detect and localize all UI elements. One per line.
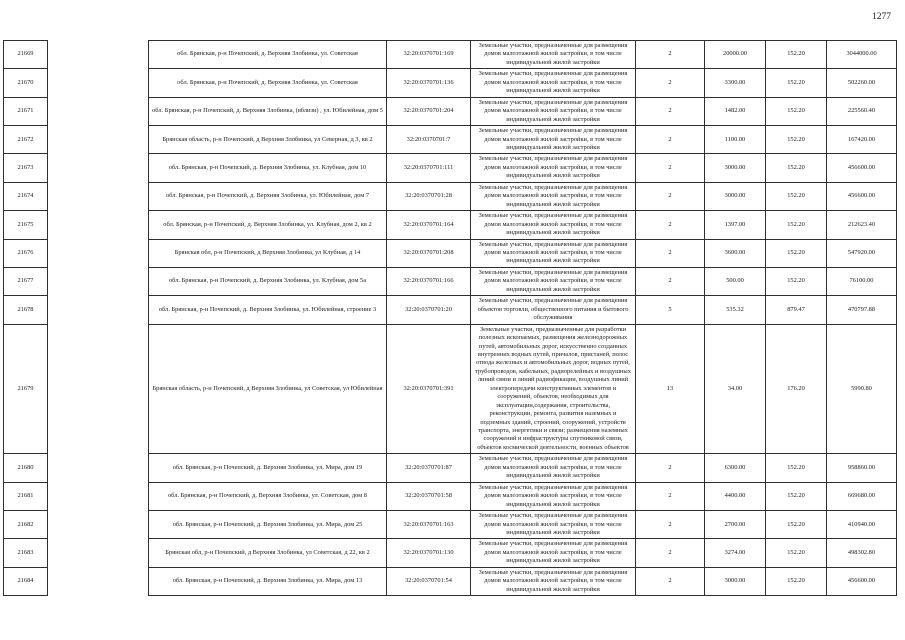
table-row: [4, 267, 897, 295]
table-row: [4, 69, 897, 97]
cell-count: 2: [636, 239, 705, 267]
cell-total-value: 410940.00: [827, 511, 897, 539]
cell-address: Брянская область, р-н Почепский, д Верхняя Злобинка, ул Северная, д 3, кв 2: [149, 126, 387, 154]
cell-cadastral-number: 32:20:0370701:7: [387, 126, 471, 154]
cell-area: 2700.00: [705, 511, 766, 539]
cell-land-use-description: Земельные участки, предназначенные для размещения домов малоэтажной жилой застройки, в том числе индивидуальной жилой застройки: [471, 97, 636, 125]
cell-land-use-description: Земельные участки, предназначенные для размещения домов малоэтажной жилой застройки, в том числе индивидуальной жилой застройки: [471, 454, 636, 482]
cell-land-use-description: Земельные участки, предназначенные для размещения объектов торговли, общественного питания и бытового обслуживания: [471, 296, 636, 324]
cell-record-id: 21676: [4, 239, 48, 267]
gap-spacer-cell: [48, 126, 149, 154]
cell-total-value: 456600.00: [827, 182, 897, 210]
cell-total-value: 212623.40: [827, 211, 897, 239]
table-row: [4, 126, 897, 154]
cell-total-value: 470797.88: [827, 296, 897, 324]
cell-total-value: 3044000.00: [827, 41, 897, 69]
cell-land-use-description: Земельные участки, предназначенные для размещения домов малоэтажной жилой застройки, в том числе индивидуальной жилой застройки: [471, 267, 636, 295]
table-row: [4, 454, 897, 482]
cell-total-value: 456600.00: [827, 567, 897, 595]
cell-address: Брянская область, р-н Почепский, д Верхняя Злобинка, ул Советская, ул Юбилейная: [149, 324, 387, 454]
cell-record-id: 21677: [4, 267, 48, 295]
cell-record-id: 21681: [4, 482, 48, 510]
cell-address: обл. Брянская, р-н Почепский, д. Верхняя Злобинка, ул. Клубная, дом 2, кв 2: [149, 211, 387, 239]
table-row: [4, 482, 897, 510]
cell-record-id: 21684: [4, 567, 48, 595]
gap-spacer-cell: [48, 41, 149, 69]
cell-cadastral-number: 32:20:0370701:163: [387, 511, 471, 539]
cell-area: 3300.00: [705, 69, 766, 97]
cell-area: 500.00: [705, 267, 766, 295]
cell-rate: 152.20: [766, 154, 827, 182]
cell-rate: 176.20: [766, 324, 827, 454]
gap-spacer-cell: [48, 97, 149, 125]
cell-cadastral-number: 32:20:0370701:20: [387, 296, 471, 324]
table-row: [4, 324, 897, 454]
gap-spacer-cell: [48, 267, 149, 295]
table-row: [4, 41, 897, 69]
cell-land-use-description: Земельные участки, предназначенные для размещения домов малоэтажной жилой застройки, в том числе индивидуальной жилой застройки: [471, 182, 636, 210]
cell-area: 3600.00: [705, 239, 766, 267]
cell-count: 2: [636, 454, 705, 482]
cell-land-use-description: Земельные участки, предназначенные для размещения домов малоэтажной жилой застройки, в том числе индивидуальной жилой застройки: [471, 539, 636, 567]
cell-record-id: 21682: [4, 511, 48, 539]
cell-area: 3274.00: [705, 539, 766, 567]
cell-record-id: 21678: [4, 296, 48, 324]
cell-count: 2: [636, 41, 705, 69]
cell-rate: 152.20: [766, 126, 827, 154]
table-row: [4, 97, 897, 125]
cell-rate: 152.20: [766, 211, 827, 239]
cell-record-id: 21671: [4, 97, 48, 125]
cell-area: 3000.00: [705, 154, 766, 182]
cell-record-id: 21683: [4, 539, 48, 567]
cell-count: 2: [636, 211, 705, 239]
cell-area: 34.00: [705, 324, 766, 454]
cell-cadastral-number: 32:20:0370701:391: [387, 324, 471, 454]
gap-spacer-cell: [48, 511, 149, 539]
cell-land-use-description: Земельные участки, предназначенные для размещения домов малоэтажной жилой застройки, в том числе индивидуальной жилой застройки: [471, 126, 636, 154]
cell-count: 2: [636, 69, 705, 97]
cell-land-use-description: Земельные участки, предназначенные для размещения домов малоэтажной жилой застройки, в том числе индивидуальной жилой застройки: [471, 211, 636, 239]
cell-record-id: 21680: [4, 454, 48, 482]
gap-spacer-cell: [48, 482, 149, 510]
cell-cadastral-number: 32:20:0370701:136: [387, 69, 471, 97]
cell-address: Брянская обл, р-н Почепский, д Верхняя Злобинка, ул Клубная, д 14: [149, 239, 387, 267]
cell-area: 1397.00: [705, 211, 766, 239]
cell-area: 4400.00: [705, 482, 766, 510]
cell-count: 2: [636, 126, 705, 154]
cell-rate: 152.20: [766, 539, 827, 567]
cell-address: обл. Брянская, р-н Почепский, д. Верхняя Злобинка, ул. Клубная, дом 10: [149, 154, 387, 182]
cell-count: 2: [636, 567, 705, 595]
cell-area: 20000.00: [705, 41, 766, 69]
cell-land-use-description: Земельные участки, предназначенные для размещения домов малоэтажной жилой застройки, в том числе индивидуальной жилой застройки: [471, 239, 636, 267]
gap-spacer-cell: [48, 567, 149, 595]
cell-land-use-description: Земельные участки, предназначенные для размещения домов малоэтажной жилой застройки, в том числе индивидуальной жилой застройки: [471, 69, 636, 97]
gap-spacer-cell: [48, 154, 149, 182]
gap-spacer-cell: [48, 539, 149, 567]
table-row: [4, 539, 897, 567]
page-number: 1277: [872, 12, 891, 22]
cell-cadastral-number: 32:20:0370701:166: [387, 267, 471, 295]
cell-area: 1482.00: [705, 97, 766, 125]
cell-total-value: 502260.00: [827, 69, 897, 97]
cell-count: 2: [636, 97, 705, 125]
cell-record-id: 21675: [4, 211, 48, 239]
cell-record-id: 21679: [4, 324, 48, 454]
gap-spacer-cell: [48, 324, 149, 454]
cell-count: 13: [636, 324, 705, 454]
cell-rate: 152.20: [766, 267, 827, 295]
table-row: [4, 511, 897, 539]
cell-address: обл. Брянская, р-н Почепский, д. Верхняя Злобинка, ул. Юбилейная, строение 3: [149, 296, 387, 324]
cell-land-use-description: Земельные участки, предназначенные для размещения домов малоэтажной жилой застройки, в том числе индивидуальной жилой застройки: [471, 41, 636, 69]
cell-cadastral-number: 32:20:0370701:87: [387, 454, 471, 482]
cell-land-use-description: Земельные участки, предназначенные для размещения домов малоэтажной жилой застройки, в том числе индивидуальной жилой застройки: [471, 154, 636, 182]
cell-count: 2: [636, 511, 705, 539]
cell-area: 1100.00: [705, 126, 766, 154]
cell-record-id: 21669: [4, 41, 48, 69]
cell-total-value: 456600.00: [827, 154, 897, 182]
cell-rate: 879.47: [766, 296, 827, 324]
gap-spacer-cell: [48, 182, 149, 210]
cell-total-value: 225560.40: [827, 97, 897, 125]
cell-rate: 152.20: [766, 97, 827, 125]
cell-count: 2: [636, 482, 705, 510]
cell-cadastral-number: 32:20:0370701:169: [387, 41, 471, 69]
table-row: [4, 567, 897, 595]
cell-count: 2: [636, 154, 705, 182]
cell-record-id: 21672: [4, 126, 48, 154]
cell-address: обл. Брянская, р-н Почепский, д. Верхняя Злобинка, ул. Советская: [149, 69, 387, 97]
cell-address: обл. Брянская, р-н Почепский, д. Верхняя Злобинка, ул. Советская, дом 8: [149, 482, 387, 510]
gap-spacer-cell: [48, 454, 149, 482]
land-parcels-table: [3, 40, 897, 596]
cell-count: 2: [636, 267, 705, 295]
cell-rate: 152.20: [766, 182, 827, 210]
cell-cadastral-number: 32:20:0370701:54: [387, 567, 471, 595]
cell-total-value: 669680.00: [827, 482, 897, 510]
cell-total-value: 498302.80: [827, 539, 897, 567]
cell-cadastral-number: 32:20:0370701:208: [387, 239, 471, 267]
table-row: [4, 296, 897, 324]
cell-address: обл. Брянская, р-н Почепский, д. Верхняя Злобинка, ул. Мира, дом 13: [149, 567, 387, 595]
gap-spacer-cell: [48, 211, 149, 239]
cell-record-id: 21673: [4, 154, 48, 182]
cell-area: 535.32: [705, 296, 766, 324]
cell-land-use-description: Земельные участки, предназначенные для размещения домов малоэтажной жилой застройки, в том числе индивидуальной жилой застройки: [471, 482, 636, 510]
gap-spacer-cell: [48, 296, 149, 324]
cell-address: Брянская обл, р-н Почепский, д Верхняя Злобинка, ул Советская, д 22, кв 2: [149, 539, 387, 567]
cell-cadastral-number: 32:20:0370701:111: [387, 154, 471, 182]
cell-rate: 152.20: [766, 454, 827, 482]
cell-land-use-description: Земельные участки, предназначенные для размещения домов малоэтажной жилой застройки, в том числе индивидуальной жилой застройки: [471, 567, 636, 595]
cell-record-id: 21670: [4, 69, 48, 97]
cell-area: 3000.00: [705, 182, 766, 210]
cell-count: 2: [636, 539, 705, 567]
cell-rate: 152.20: [766, 567, 827, 595]
cell-address: обл. Брянская, р-н Почепский, д. Верхняя Злобинка, ул. Мира, дом 25: [149, 511, 387, 539]
table-row: [4, 211, 897, 239]
cell-total-value: 76100.00: [827, 267, 897, 295]
cell-total-value: 547920.00: [827, 239, 897, 267]
cell-total-value: 167420.00: [827, 126, 897, 154]
cell-cadastral-number: 32:20:0370701:58: [387, 482, 471, 510]
gap-spacer-cell: [48, 69, 149, 97]
cell-area: 6300.00: [705, 454, 766, 482]
table-body: [4, 41, 897, 596]
table-row: [4, 182, 897, 210]
cell-cadastral-number: 32:20:0370701:204: [387, 97, 471, 125]
cell-record-id: 21674: [4, 182, 48, 210]
table-row: [4, 239, 897, 267]
cell-count: 2: [636, 182, 705, 210]
cell-rate: 152.20: [766, 69, 827, 97]
cell-cadastral-number: 32:20:0370701:28: [387, 182, 471, 210]
cell-area: 3000.00: [705, 567, 766, 595]
cell-cadastral-number: 32:20:0370701:164: [387, 211, 471, 239]
gap-spacer-cell: [48, 239, 149, 267]
cell-rate: 152.20: [766, 482, 827, 510]
cell-rate: 152.20: [766, 239, 827, 267]
cell-address: обл. Брянская, р-н Почепский, д. Верхняя Злобинка, ул. Клубная, дом 5а: [149, 267, 387, 295]
cell-cadastral-number: 32:20:0370701:130: [387, 539, 471, 567]
cell-total-value: 5990.80: [827, 324, 897, 454]
table-row: [4, 154, 897, 182]
cell-rate: 152.20: [766, 41, 827, 69]
cell-total-value: 958860.00: [827, 454, 897, 482]
cell-rate: 152.20: [766, 511, 827, 539]
cell-land-use-description: Земельные участки, предназначенные для разработки полезных ископаемых, размещения железнодорожных путей, автомобильных дорог, искусственно созданных внутренних водных путей, причалов, пристаней, полос отвода железных и автомобильных дорог, водных путей, трубопроводов, кабельных, радиорелейных и воздушных линий связи и линий радиофикации, воздушных линий электропередачи конструктивных элементов и сооружений, объектов, необходимых для эксплуатации,содержания, строительства, реконструкции, ремонта, развития наземных и подземных зданий, строений, сооружений, устройств транспорта, энергетики и связи; размещения наземных сооружений и инфраструктуры спутниковой связи, объектов космической деятельности, военных объектов: [471, 324, 636, 454]
cell-address: обл. Брянская, р-н Почепский, д. Верхняя Злобинка, ул. Советская: [149, 41, 387, 69]
cell-count: 5: [636, 296, 705, 324]
cell-address: обл. Брянская, р-н Почепский, д. Верхняя Злобинка, ул. Мира, дом 19: [149, 454, 387, 482]
cell-land-use-description: Земельные участки, предназначенные для размещения домов малоэтажной жилой застройки, в том числе индивидуальной жилой застройки: [471, 511, 636, 539]
cell-address: обл. Брянская, р-н Почепский, д. Верхняя Злобинка, ул. Юбилейная, дом 7: [149, 182, 387, 210]
cell-address: обл. Брянская, р-н Почепский, д. Верхняя Злобинка, (вблизи) , ул. Юбилейная, дом 5: [149, 97, 387, 125]
